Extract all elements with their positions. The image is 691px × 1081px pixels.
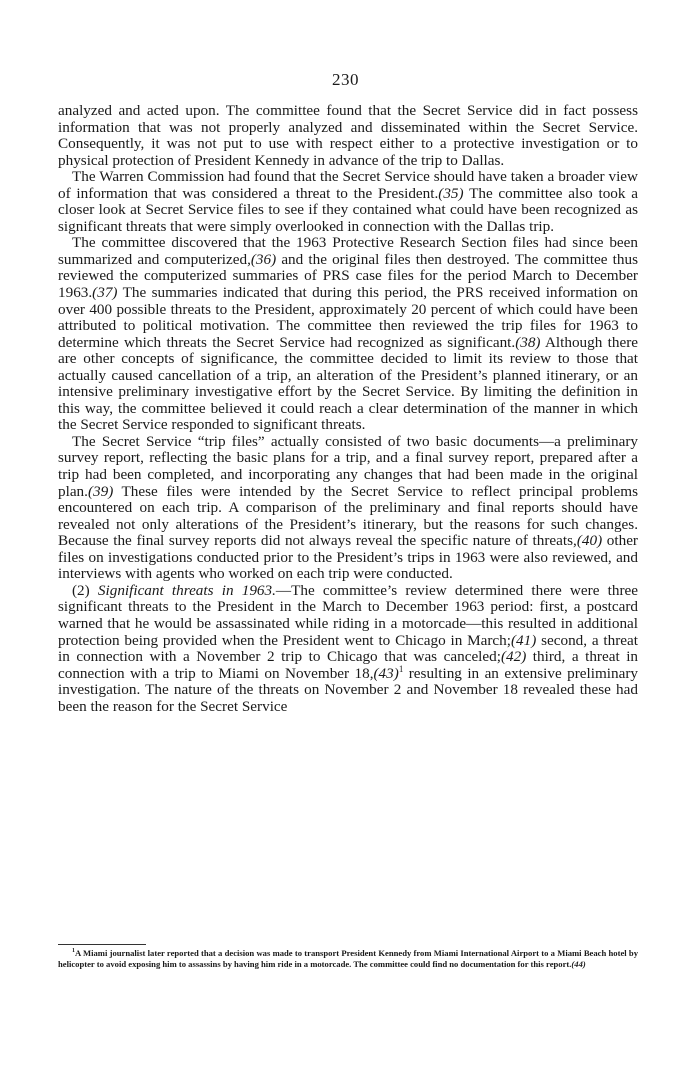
footnotes bbox=[58, 948, 638, 969]
footnote-marker: 1 bbox=[398, 663, 404, 674]
reference-marker: (40) bbox=[576, 532, 603, 550]
text-run: analyzed and acted upon. The committee found that the Secret Service did in fact possess information that was not properly analyzed and disseminated within the Secret Service. Consequently, it was not put to use with respect either to a protective investigation or to physical protection of President Kennedy in advance of the trip to Dallas. bbox=[58, 102, 638, 169]
reference-marker: (42) bbox=[500, 648, 527, 666]
text-run: second, a threat in connection with a November 2 trip to Chicago that was canceled; bbox=[58, 631, 638, 666]
reference-marker: (35) bbox=[438, 184, 464, 202]
text-run: third, a threat in connection with a trip to Miami on November 18, bbox=[58, 648, 639, 682]
reference-marker: (41) bbox=[510, 631, 537, 649]
text-run: A Miami journalist later reported that a decision was made to transport President Kennedy from Miami International Airport to a Miami Beach hotel by helicopter to avoid exposing him to assassins by having him ride in a motorcade. The committee could find no documentation for this report. bbox=[58, 948, 638, 969]
text-run: The committee discovered that the 1963 Protective Research Section files had since been summarized and computerized, bbox=[58, 234, 638, 268]
footnote-divider bbox=[58, 944, 146, 945]
reference-marker: (44) bbox=[571, 958, 586, 969]
text-run: The committee also took a closer look at Secret Service files to see if they contained what could have been recognized as significant threats that were simply overlooked in connection with the Dallas trip. bbox=[58, 184, 638, 235]
reference-marker: (43) bbox=[373, 664, 399, 682]
text-run: (2) bbox=[72, 581, 98, 599]
text-run: —The committee’s review determined there were three significant threats to the President in the March to December 1963 period: first, a postcard warned that he would be assassinated while riding in a motorcade—this resulted in additional protection being provided when the President went to Chicago in March; bbox=[58, 581, 638, 649]
footnote-1 bbox=[58, 948, 638, 969]
reference-marker: Significant threats in 1963. bbox=[97, 581, 276, 599]
text-run: The Warren Commission had found that the Secret Service should have taken a broader view of information that was considered a threat to the President. bbox=[58, 168, 638, 202]
paragraph-1 bbox=[58, 103, 638, 169]
reference-marker: (38) bbox=[515, 333, 541, 351]
text-run: resulting in an extensive preliminary investigation. The nature of the threats on November 2 and November 18 revealed these had been the reason for the Secret Service bbox=[58, 664, 638, 715]
footnote-marker: 1 bbox=[72, 948, 75, 955]
text-run: The summaries indicated that during this period, the PRS received information on over 400 possible threats to the President, approximately 20 percent of which could have been attributed to political motivation. The committee then reviewed the trip files for 1963 to determine which threats the Secret Service had recognized as significant. bbox=[58, 284, 638, 351]
text-run: The Secret Service “trip files” actually consisted of two basic documents—a preliminary survey report, reflecting the basic plans for a trip, and a final survey report, prepared after a trip had been completed, and incorporating any changes that had been made in the original plan. bbox=[58, 432, 638, 500]
text-run: Although there are other concepts of significance, the committee decided to limit its review to those that actually caused cancellation of a trip, an alteration of the President’s planned itinerary, or an intensive preliminary investigative effort by the Secret Service. By limiting the definition in this way, the committee believed it could reach a clear determination of the manner in which the Secret Service responded to significant threats. bbox=[58, 333, 638, 434]
paragraph-3 bbox=[58, 235, 638, 434]
reference-marker: (36) bbox=[250, 250, 277, 268]
paragraph-4 bbox=[58, 434, 638, 583]
body-text bbox=[58, 103, 638, 715]
text-run: other files on investigations conducted prior to the President’s trips in 1963 were also reviewed, and interviews with agents who worked on each trip were conducted. bbox=[58, 532, 638, 583]
paragraph-2 bbox=[58, 169, 638, 235]
text-run: and the original files then destroyed. The committee thus reviewed the computerized summaries of PRS case files for the period March to December 1963. bbox=[58, 250, 638, 302]
text-run: These files were intended by the Secret Service to reflect principal problems encountered on each trip. A comparison of the preliminary and final reports should have revealed not only alterations of the President’s itinerary, but the reasons for such changes. Because the final survey reports did not always reveal the specific nature of threats, bbox=[58, 482, 638, 550]
reference-marker: (39) bbox=[87, 482, 114, 500]
paragraph-5 bbox=[58, 583, 638, 715]
page-number: 230 bbox=[332, 70, 359, 89]
reference-marker: (37) bbox=[92, 284, 118, 302]
